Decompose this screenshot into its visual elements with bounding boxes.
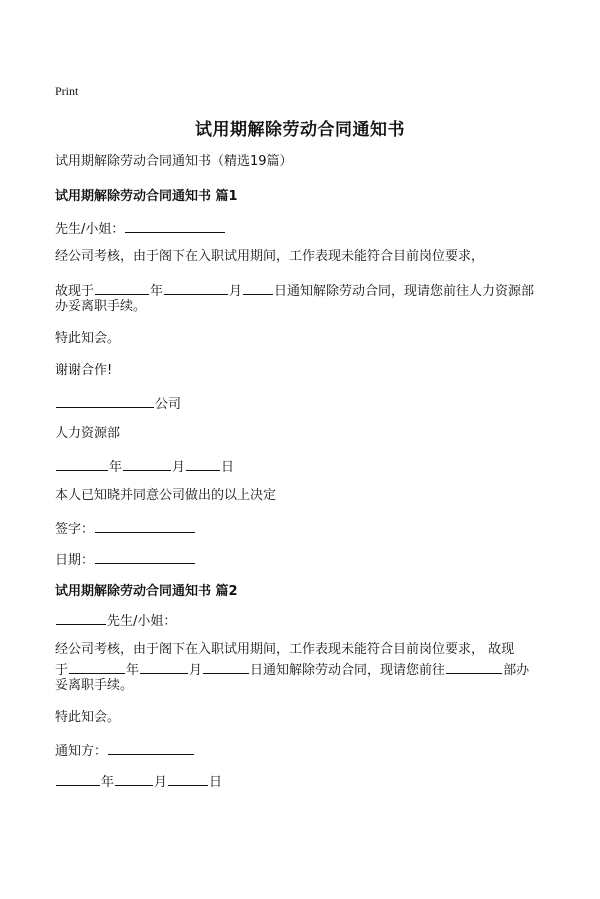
- day-blank: [243, 280, 273, 295]
- company-blank: [56, 393, 154, 408]
- section-1-heading: 试用期解除劳动合同通知书 篇1: [55, 189, 238, 204]
- year-blank: [69, 659, 125, 674]
- section-1-salutation-line: [55, 218, 226, 239]
- p2-end: 部办: [503, 663, 530, 678]
- date-month-text: 月: [154, 775, 168, 790]
- salutation-label: 先生/小姐：: [107, 614, 177, 629]
- date-label: 日期：: [55, 553, 95, 568]
- document-title: 试用期解除劳动合同通知书: [195, 120, 405, 140]
- date-blank: [95, 549, 195, 564]
- section-1-date-line: [55, 456, 234, 477]
- dept-blank: [446, 659, 502, 674]
- section-2-paragraph-2-line-2: 妥离职手续。: [55, 678, 134, 693]
- sign-label: 签字：: [55, 522, 95, 537]
- date-month-blank: [123, 456, 171, 471]
- section-1-date-field: [55, 549, 196, 570]
- p2-prefix: 于: [55, 663, 69, 678]
- date-year-text: 年: [101, 775, 115, 790]
- notifier-label: 通知方：: [55, 744, 108, 759]
- date-year-blank: [56, 771, 100, 786]
- month-text: 月: [229, 284, 243, 299]
- section-1-sign-line: [55, 518, 196, 539]
- print-label[interactable]: Print: [55, 84, 79, 98]
- p2-mid: 日通知解除劳动合同，现请您前往: [250, 663, 446, 678]
- p2-prefix: 故现于: [55, 284, 95, 299]
- section-1-notice: 特此知会。: [55, 331, 121, 346]
- date-day-blank: [186, 456, 220, 471]
- month-blank: [140, 659, 188, 674]
- section-2-notice: 特此知会。: [55, 710, 121, 725]
- intro-text: 试用期解除劳动合同通知书（精选19篇）: [55, 154, 293, 169]
- section-2-salutation-line: [55, 610, 176, 631]
- date-year-blank: [56, 456, 108, 471]
- p2-rest: 日通知解除劳动合同，现请您前往人力资源部: [274, 284, 535, 299]
- name-blank: [125, 218, 225, 233]
- date-day-text: 日: [209, 775, 223, 790]
- section-1-paragraph-2-line-2: 办妥离职手续。: [55, 299, 147, 314]
- section-1-company-line: [55, 393, 181, 414]
- section-2-date-line: [55, 771, 222, 792]
- section-2-paragraph-1: 经公司考核，由于阁下在入职试用期间，工作表现未能符合目前岗位要求， 故现: [55, 642, 515, 657]
- section-2-heading: 试用期解除劳动合同通知书 篇2: [55, 584, 238, 599]
- date-year-text: 年: [109, 460, 123, 475]
- year-text: 年: [126, 663, 140, 678]
- date-month-text: 月: [172, 460, 186, 475]
- month-text: 月: [189, 663, 203, 678]
- sign-blank: [95, 518, 195, 533]
- year-blank: [95, 280, 149, 295]
- company-text: 公司: [155, 397, 182, 412]
- date-day-text: 日: [221, 460, 235, 475]
- section-1-paragraph-1: 经公司考核，由于阁下在入职试用期间，工作表现未能符合目前岗位要求，: [55, 249, 485, 264]
- section-1-thanks: 谢谢合作!: [55, 363, 113, 378]
- date-month-blank: [115, 771, 153, 786]
- section-2-notifier-line: [55, 740, 195, 761]
- date-day-blank: [168, 771, 208, 786]
- section-1-dept: 人力资源部: [55, 426, 121, 441]
- section-1-acknowledgement: 本人已知晓并同意公司做出的以上决定: [55, 488, 277, 503]
- year-text: 年: [150, 284, 164, 299]
- salutation-label: 先生/小姐：: [55, 222, 125, 237]
- name-blank: [56, 610, 106, 625]
- month-blank: [164, 280, 228, 295]
- day-blank: [203, 659, 249, 674]
- notifier-blank: [108, 740, 194, 755]
